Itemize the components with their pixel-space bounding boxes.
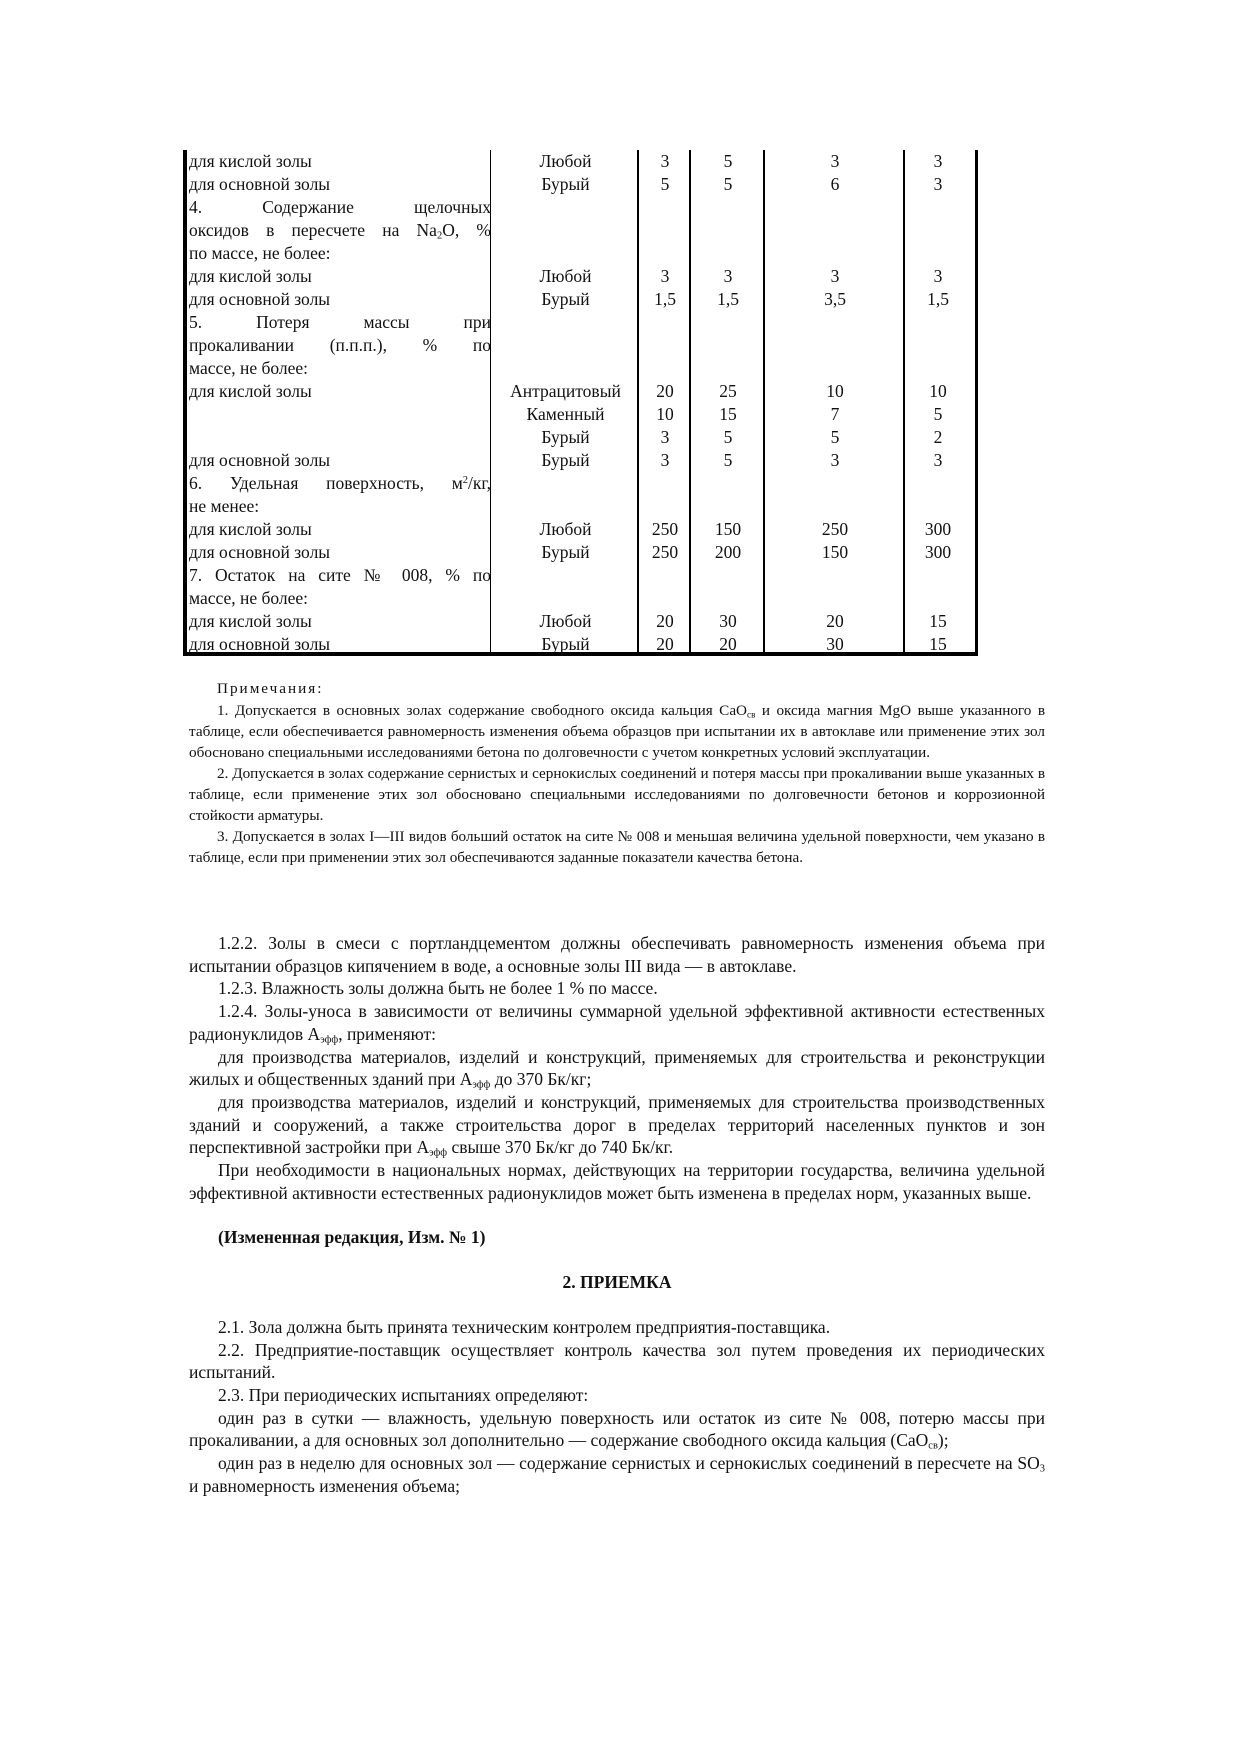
value-cell: 20	[656, 381, 674, 401]
row-label: 7. Остаток на сите № 008, % по	[189, 565, 491, 585]
coal-type: Любой	[539, 151, 592, 171]
table-row	[0, 495, 1240, 518]
notes-heading: Примечания:	[217, 680, 324, 697]
value-cell: 10	[826, 381, 844, 401]
paragraph-weekly: один раз в неделю для основных зол — содержание сернистых и сернокислых соединений в пересчете на $SO_3$ и равномерность изменения объема;	[189, 1453, 1045, 1496]
paragraph-national-norms: При необходимости в национальных нормах, действующих на территории государства, величина удельной эффективной активности естественных радионуклидов может быть изменена в пределах норм, указанных выше.	[189, 1160, 1045, 1203]
value-cell: 3	[660, 151, 670, 171]
coal-type: Антрацитовый	[510, 381, 621, 401]
value-cell: 20	[656, 611, 674, 631]
table-row	[0, 311, 1240, 334]
paragraph-industrial: для производства материалов, изделий и конструкций, применяемых для строительства производственных зданий и сооружений, а также строительства дорог в пределах территорий населенных пунктов и зон перспективной застройки при $А_{эфф}$ свыше 370 Бк/кг до 740 Бк/кг.	[189, 1091, 1045, 1159]
coal-type: Каменный	[526, 404, 605, 424]
row-label: массе, не более:	[189, 358, 309, 378]
value-cell: 3,5	[824, 289, 846, 309]
value-cell: 10	[656, 404, 674, 424]
paragraph-1-2-3: 1.2.3. Влажность золы должна быть не более 1 % по массе.	[218, 978, 658, 999]
value-cell: 3	[830, 450, 840, 470]
row-label: для основной золы	[189, 634, 331, 654]
table-row	[0, 150, 1240, 173]
value-cell: 5	[933, 404, 943, 424]
table-notes	[189, 678, 1045, 868]
row-label	[189, 403, 491, 426]
row-label: для кислой золы	[189, 151, 312, 171]
table-row	[0, 196, 1240, 219]
row-label: прокаливании (п.п.п.), % по	[189, 335, 491, 355]
value-cell: 30	[719, 611, 737, 631]
row-label: для кислой золы	[189, 381, 312, 401]
value-cell: 5	[723, 427, 733, 447]
value-cell: 3	[933, 174, 943, 194]
value-cell: 200	[714, 542, 742, 562]
value-cell: 5	[660, 174, 670, 194]
row-label: 4. Содержание щелочных	[189, 197, 491, 217]
row-label: по массе, не более:	[189, 243, 331, 263]
table-row	[0, 472, 1240, 495]
paragraph-2-2: 2.2. Предприятие-поставщик осуществляет контроль качества зол путем проведения их периодических испытаний.	[189, 1339, 1045, 1383]
row-label: 6. Удельная поверхность, $м^2/кг$,	[189, 473, 491, 493]
coal-type: Бурый	[541, 634, 590, 654]
coal-type: Любой	[539, 266, 592, 286]
row-label: для основной золы	[189, 542, 331, 562]
coal-type: Бурый	[541, 174, 590, 194]
value-cell: 300	[924, 542, 952, 562]
value-cell: 20	[826, 611, 844, 631]
value-cell: 15	[719, 404, 737, 424]
paragraph-2-1: 2.1. Зола должна быть принята техническим контролем предприятия-поставщика.	[218, 1316, 831, 1337]
table-row	[0, 518, 1240, 541]
value-cell: 3	[660, 266, 670, 286]
row-label	[189, 426, 491, 449]
table-row	[0, 587, 1240, 610]
paragraph-2-3: 2.3. При периодических испытаниях определяют:	[218, 1384, 589, 1405]
table-row	[0, 242, 1240, 265]
coal-type: Бурый	[541, 427, 590, 447]
note-item: 2. Допускается в золах содержание сернистых и сернокислых соединений и потеря массы при прокаливании выше указанных в таблице, если применение этих зол обосновано специальными исследованиями по долговечности бетонов и коррозионной стойкости арматуры.	[189, 765, 1045, 824]
value-cell: 1,5	[654, 289, 676, 309]
table-row	[0, 173, 1240, 196]
value-cell: 150	[714, 519, 742, 539]
row-label: для кислой золы	[189, 266, 312, 286]
value-cell: 3	[660, 427, 670, 447]
value-cell: 15	[929, 634, 947, 654]
value-cell: 3	[933, 450, 943, 470]
row-label: для кислой золы	[189, 611, 312, 631]
value-cell: 300	[924, 519, 952, 539]
row-label: для кислой золы	[189, 519, 312, 539]
note-item: 1. Допускается в основных золах содержание свободного оксида кальция CaO$_{св}$ и оксида магния MgO выше указанного в таблице, если обеспечивается равномерность изменения объема образцов при испытании их в автоклаве или применение этих зол обосновано специальными исследованиями бетона по долговечности с учетом конкретных условий эксплуатации.	[189, 702, 1046, 761]
value-cell: 250	[651, 519, 679, 539]
table-row	[0, 219, 1240, 242]
value-cell: 3	[723, 266, 733, 286]
row-label: оксидов в пересчете на $Na_2O$, %	[189, 220, 491, 242]
coal-type: Бурый	[541, 542, 590, 562]
paragraph-daily: один раз в сутки — влажность, удельную поверхность или остаток из сите № 008, потерю массы при прокаливании, а для основных зол дополнительно — содержание свободного оксида кальция (CaO$_{св}$);	[189, 1407, 1045, 1452]
value-cell: 3	[933, 151, 943, 171]
value-cell: 15	[929, 611, 947, 631]
table-row	[0, 380, 1240, 403]
value-cell: 5	[723, 174, 733, 194]
section-title: 2. ПРИЕМКА	[562, 1272, 672, 1293]
value-cell: 6	[830, 174, 840, 194]
value-cell: 3	[830, 151, 840, 171]
note-item: 3. Допускается в золах I—III видов больший остаток на сите № 008 и меньшая величина удельной поверхности, чем указано в таблице, если при применении этих зол обеспечиваются заданные показатели качества бетона.	[189, 828, 1045, 866]
paragraph-1-2-2: 1.2.2. Золы в смеси с портландцементом должны обеспечивать равномерность изменения объема при испытании образцов кипячением в воде, а основные золы III вида — в автоклаве.	[189, 933, 1045, 976]
table-row	[0, 334, 1240, 357]
value-cell: 5	[723, 151, 733, 171]
table-row	[0, 426, 1240, 449]
value-cell: 20	[656, 634, 674, 654]
value-cell: 250	[651, 542, 679, 562]
value-cell: 5	[830, 427, 840, 447]
value-cell: 30	[826, 634, 844, 654]
table-row	[0, 633, 1240, 656]
table-row	[0, 610, 1240, 633]
table-row	[0, 265, 1240, 288]
table-row	[0, 288, 1240, 311]
paragraph-1-2-4: 1.2.4. Золы-уноса в зависимости от величины суммарной удельной эффективной активности естественных радионуклидов $А_{эфф}$, применяют:	[189, 1001, 1045, 1046]
value-cell: 3	[933, 266, 943, 286]
value-cell: 7	[830, 404, 840, 424]
coal-type: Любой	[539, 519, 592, 539]
value-cell: 10	[929, 381, 947, 401]
value-cell: 20	[719, 634, 737, 654]
table-row	[0, 449, 1240, 472]
table-row	[0, 357, 1240, 380]
paragraph-residential: для производства материалов, изделий и конструкций, применяемых для строительства и реконструкции жилых и общественных зданий при $А_{эфф}$ до 370 Бк/кг;	[189, 1046, 1045, 1091]
row-label: массе, не более:	[189, 588, 309, 608]
document-body	[189, 932, 1045, 1497]
value-cell: 1,5	[927, 289, 949, 309]
table-row	[0, 564, 1240, 587]
amendment-note: (Измененная редакция, Изм. № 1)	[218, 1227, 486, 1248]
table-row	[0, 541, 1240, 564]
table-row	[0, 403, 1240, 426]
value-cell: 2	[933, 427, 943, 447]
value-cell: 150	[821, 542, 849, 562]
value-cell: 25	[719, 381, 737, 401]
value-cell: 1,5	[717, 289, 739, 309]
value-cell: 250	[821, 519, 849, 539]
coal-type: Бурый	[541, 289, 590, 309]
coal-type: Бурый	[541, 450, 590, 470]
value-cell: 3	[830, 266, 840, 286]
row-label: для основной золы	[189, 174, 331, 194]
value-cell: 3	[660, 450, 670, 470]
row-label: не менее:	[189, 496, 260, 516]
row-label: для основной золы	[189, 289, 331, 309]
row-label: 5. Потеря массы при	[189, 312, 491, 332]
row-label: для основной золы	[189, 450, 331, 470]
coal-type: Любой	[539, 611, 592, 631]
value-cell: 5	[723, 450, 733, 470]
